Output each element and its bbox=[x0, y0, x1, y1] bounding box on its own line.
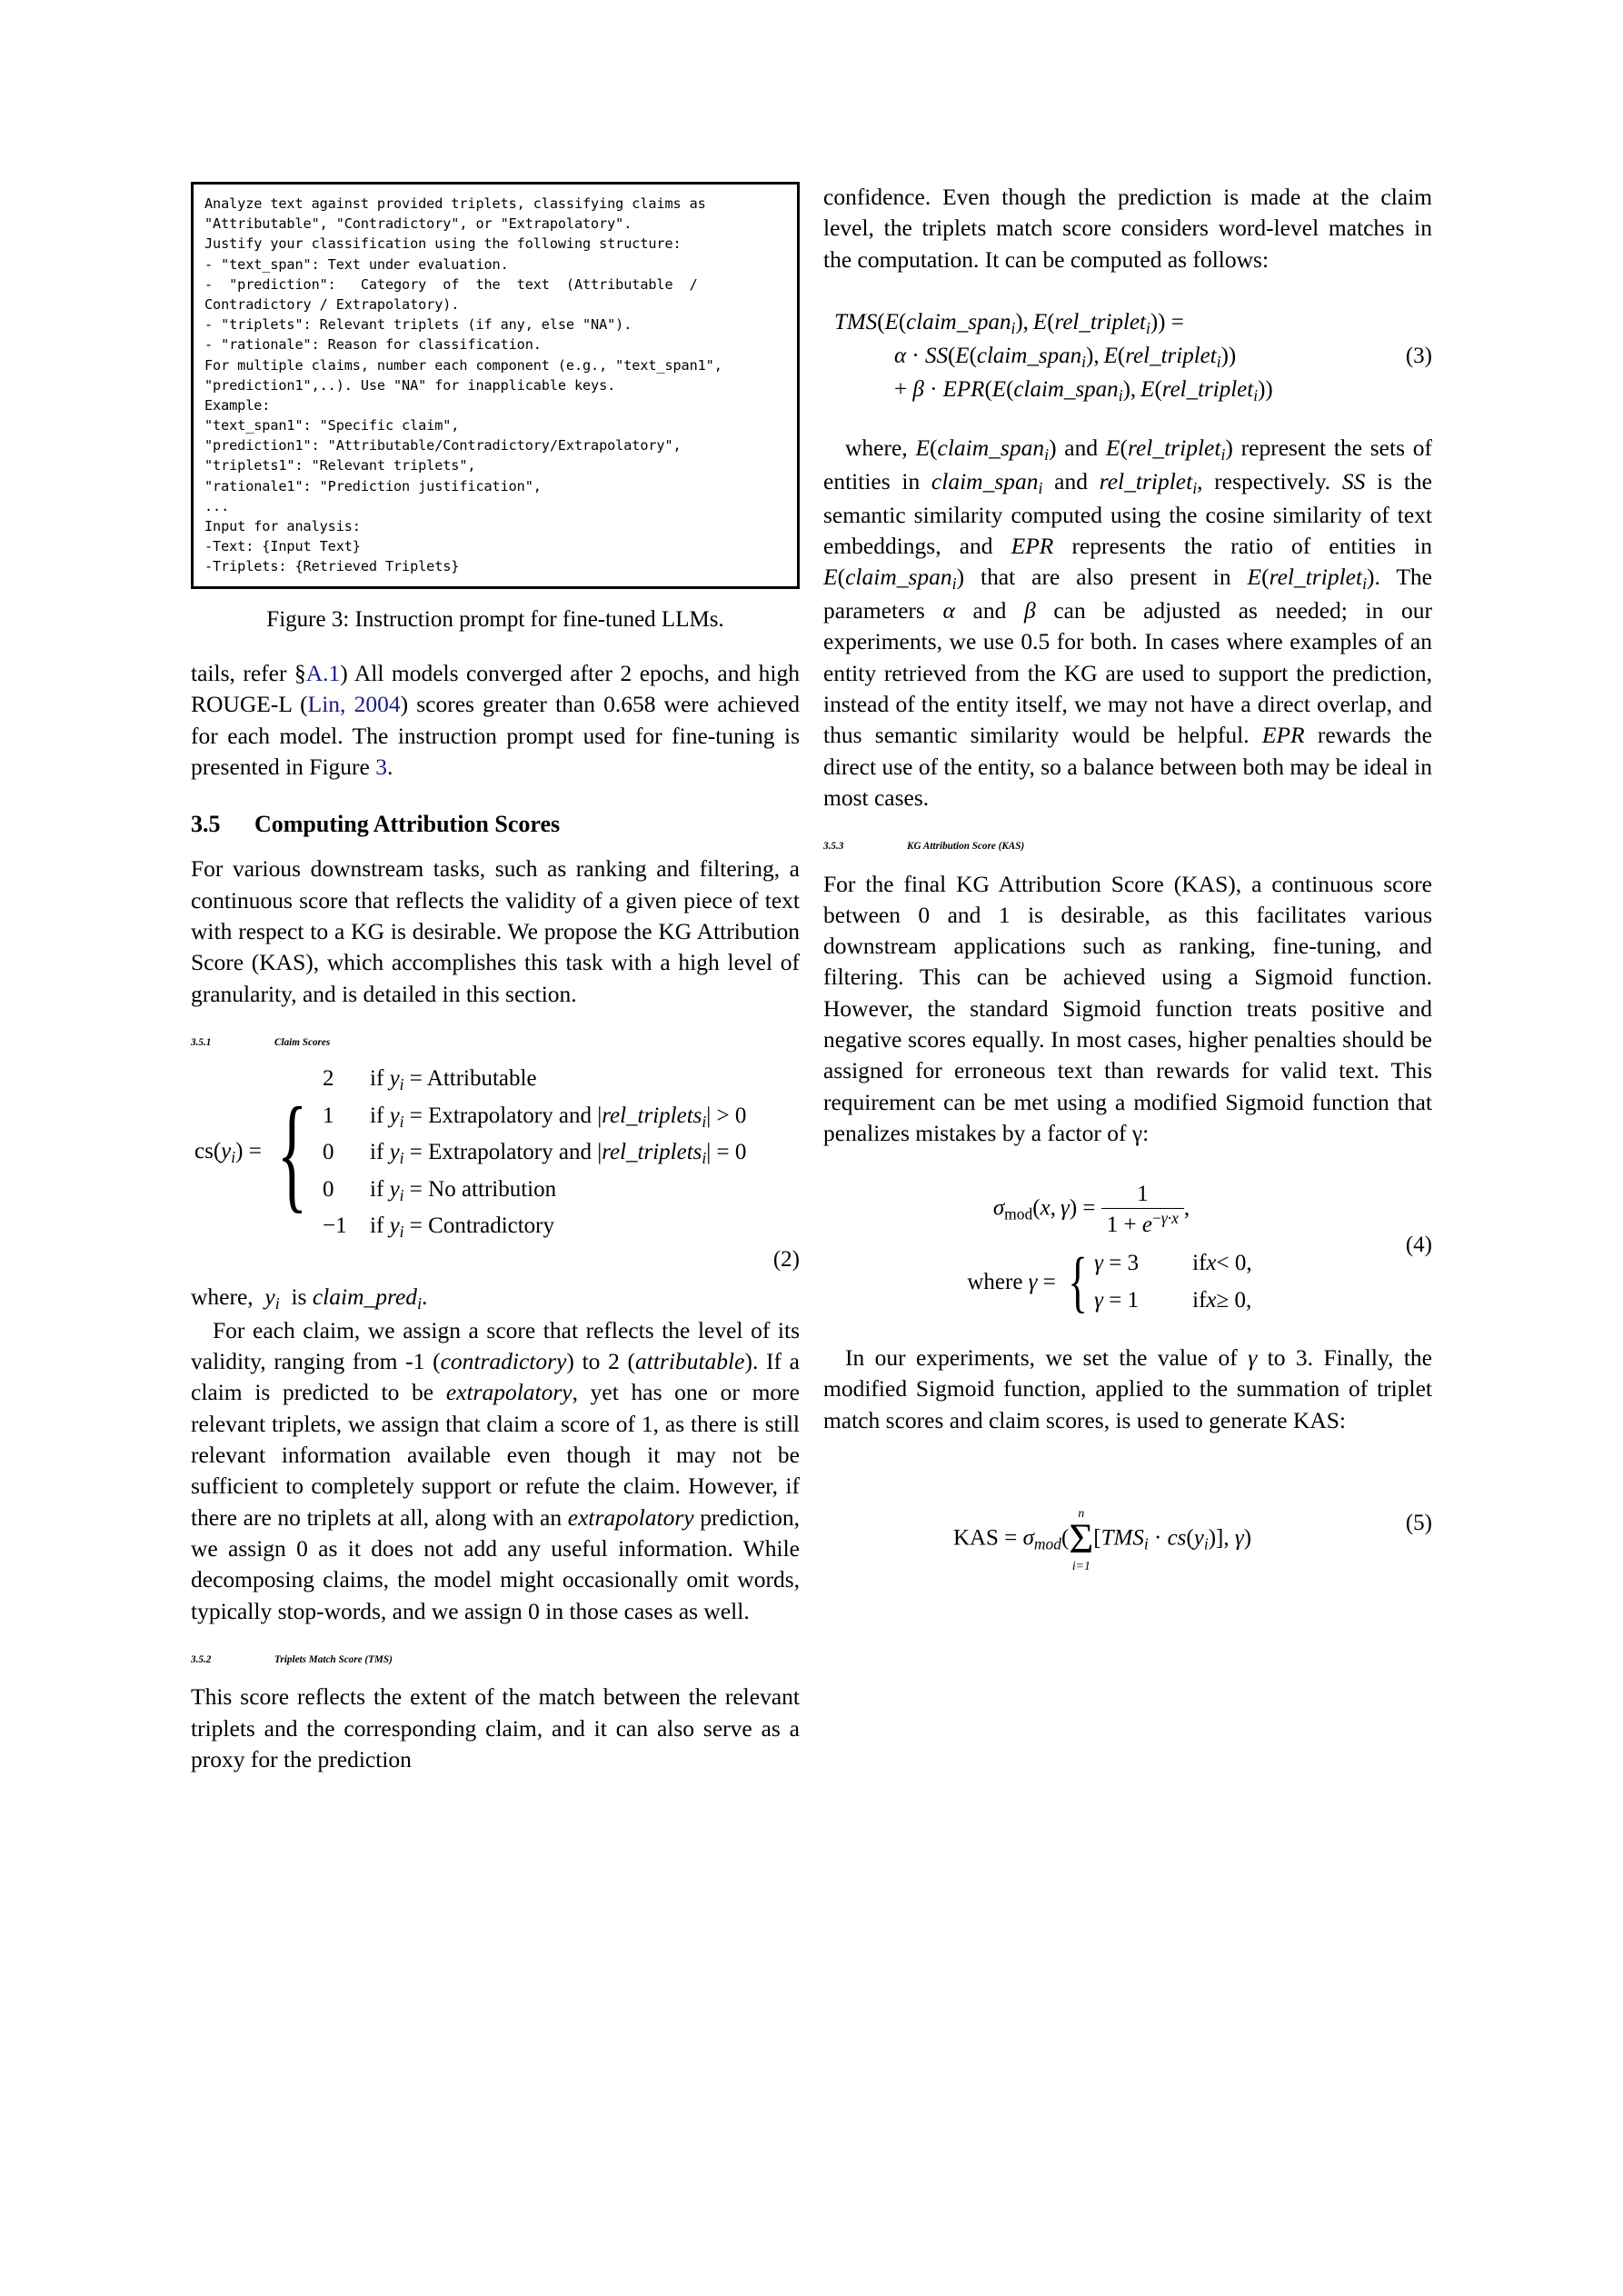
section-number: 3.5.3 bbox=[823, 841, 844, 853]
text-fragment: ) scores greater than 0.658 were achieved for each model. The instruction prompt used for fine-tuning is presented in Figure bbox=[191, 691, 800, 780]
section-heading-3-5-1 bbox=[191, 1037, 800, 1049]
equation-4-where-label: where bbox=[967, 1269, 1029, 1294]
paragraph-where-right: where, E(claim_span$_i$) and E(rel_triplet$_i$) represent the sets of entities in claim_span$_i$ and rel_triplet$_i$, respectively. SS is the semantic similarity computed using the cosine similarity of text embeddings, and EPR represents the ratio of entities in E(claim_span$_i$) that are also present in E(rel_triplet$_i$). The parameters α and β can be adjusted as needed; in our experiments, we use 0.5 for both. In cases where examples of an entity retrieved from the KG are used to support the prediction, instead of the entity itself, we may not have a direct overlap, and thus semantic similarity would be helpful. EPR rewards the direct use of the entity, so a balance between both may be ideal in most cases. bbox=[823, 434, 1433, 811]
prompt-line: "Attributable", "Contradictory", or "Extrapolatory". bbox=[204, 215, 632, 233]
where-line-2: where, $y_i$ is claim_pred$_i$. bbox=[191, 1283, 428, 1313]
text-fragment: . bbox=[387, 753, 393, 780]
case-row bbox=[323, 1172, 746, 1209]
prompt-line: Analyze text against provided triplets, classifying claims as bbox=[204, 195, 706, 212]
prompt-line: -Triplets: {Retrieved Triplets} bbox=[204, 558, 460, 575]
equation-2-lhs: $cs(y_i)$ = bbox=[194, 1139, 262, 1167]
case-row: γ = 1 if x ≥ 0, bbox=[1094, 1287, 1252, 1313]
prompt-line: For multiple claims, number each component (e.g., "text_span1", bbox=[204, 356, 722, 374]
paragraph-top-right: confidence. Even though the prediction is made at the claim level, the triplets match score considers word-level matches in the computation. It can be computed as follows: bbox=[823, 184, 1432, 273]
case-condition: if $y_i$ = Contradictory bbox=[370, 1213, 555, 1242]
section-3-5-2-body: This score reflects the extent of the match between the relevant triplets and the corresponding claim, and it can also serve as a proxy for the prediction bbox=[191, 1683, 800, 1772]
equation-2-cases bbox=[262, 1061, 747, 1245]
case-row: γ = 3 if x < 0, bbox=[1094, 1251, 1252, 1275]
prompt-line: "triplets1": "Relevant triplets", bbox=[204, 457, 476, 474]
sum-lower-limit: i=1 bbox=[1071, 1558, 1090, 1572]
prompt-line: - "triplets": Relevant triplets (if any, else "NA"). bbox=[204, 316, 632, 334]
left-column bbox=[191, 182, 800, 1775]
equation-number: (2) bbox=[772, 1246, 800, 1272]
text-fragment: For each claim, we assign a score that reflects the level of its validity, ranging from -1 (contradictory) to 2 (attributable). If a claim is predicted to be extrapolatory, yet has one or more relevant triplets, we assign that claim a score of 1, as there is still relevant information available even though it may not be sufficient to completely support or refute the claim. However, if there are no triplets at all, along with an extrapolatory prediction, we assign 0 as it does not add any useful information. While decomposing claims, the model might occasionally omit words, typically stop-words, and we assign 0 in those cases as well. bbox=[191, 1316, 801, 1624]
section-title: KG Attribution Score (KAS) bbox=[907, 841, 1025, 853]
citation-link-a1[interactable]: A.1 bbox=[305, 660, 341, 687]
prompt-line: "prediction1",..). Use "NA" for inapplicable keys. bbox=[204, 376, 616, 394]
equation-4-line-1: σmod(x, γ) = $\frac{1}{1 + e^{-\gamma\cdot x}}$ , bbox=[992, 1182, 1190, 1237]
equation-3-line-3: + β · EPR(E(claim_span$_i$), E(rel_triplet$_i$)) bbox=[894, 376, 1273, 404]
prompt-line: - "rationale": Reason for classification. bbox=[204, 336, 542, 354]
prompt-line: Example: bbox=[204, 396, 271, 414]
section-heading-3-5 bbox=[191, 810, 800, 838]
section-title: Triplets Match Score (TMS) bbox=[274, 1653, 393, 1665]
equation-3-line-1: TMS(E(claim_span$_i$), E(rel_triplet$_i$)) = bbox=[834, 309, 1184, 337]
section-3-5-body: For various downstream tasks, such as ranking and filtering, a continuous score that reflects the validity of a given piece of text with respect to a KG is desirable. We propose the KG Attribution Score (KAS), which accomplishes this task with a high level of granularity, and is detailed in this section. bbox=[191, 855, 800, 1007]
paragraph-final-right: In our experiments, we set the value of γ to 3. Finally, the modified Sigmoid function, applied to the summation of triplet match scores and claim scores, is used to generate KAS: bbox=[823, 1344, 1432, 1433]
case-row bbox=[323, 1098, 746, 1135]
section-number: 3.5.2 bbox=[191, 1653, 212, 1665]
equation-number: (3) bbox=[1405, 343, 1432, 368]
text-fragment: tails, refer § bbox=[191, 660, 306, 687]
prompt-line: Input for analysis: bbox=[204, 518, 361, 534]
sigmoid-fraction bbox=[1101, 1182, 1184, 1238]
equation-5-body: KAS = σmod( n Σ i=1 $[TMS_i \cdot cs(y_i)]$, γ) (5) bbox=[952, 1505, 1432, 1572]
fraction-denominator: $1 + e^{-\gamma\cdot x}$ bbox=[1101, 1208, 1184, 1238]
section-title: Computing Attribution Scores bbox=[254, 811, 561, 838]
right-column bbox=[823, 182, 1432, 1581]
equation-number: (4) bbox=[1405, 1233, 1432, 1257]
case-condition: if $y_i$ = Attributable bbox=[370, 1066, 537, 1094]
case-value: 2 bbox=[323, 1066, 334, 1092]
equation-3 bbox=[823, 310, 1432, 405]
prompt-line: "rationale1": "Prediction justification", bbox=[204, 477, 542, 494]
sum-upper-limit: n bbox=[1078, 1505, 1085, 1520]
figure-caption: Figure 3: Instruction prompt for fine-tuned LLMs. bbox=[266, 606, 724, 632]
paragraph-continued bbox=[191, 658, 800, 783]
section-heading-3-5-3 bbox=[823, 841, 1432, 853]
equation-4: σmod(x, γ) = $\frac{1}{1 + e^{-\gamma\cdot x}}$ , where γ = { γ = 3 if x < 0, γ = 1 if x ≥ 0, (4) bbox=[823, 1182, 1432, 1319]
equation-number: (5) bbox=[1405, 1510, 1432, 1535]
prompt-line: -Text: {Input Text} bbox=[204, 538, 361, 555]
case-row bbox=[323, 1134, 746, 1172]
prompt-line: - "text_span": Text under evaluation. bbox=[204, 255, 509, 273]
prompt-line: - "prediction": Category of the text (Attributable / bbox=[204, 275, 698, 293]
case-row bbox=[323, 1208, 746, 1245]
section-3-5-3-body: For the final KG Attribution Score (KAS), a continuous score between 0 and 1 is desirable, as this facilitates various downstream applications such as ranking, fine-tuning, and filtering. This can be achieved using a Sigmoid function. However, the standard Sigmoid function treats positive and negative scores equally. In most cases, higher penalties should be assigned for erroneous text than rewards for valid text. This requirement can be met using a modified Sigmoid function that penalizes mistakes by a factor of γ: bbox=[823, 870, 1432, 1146]
equation-3-line-2: α · SS(E(claim_span$_i$), E(rel_triplet$_i$)) (3) bbox=[894, 343, 1432, 371]
prompt-line: ... bbox=[204, 497, 230, 514]
prompt-line: Contradictory / Extrapolatory). bbox=[204, 295, 460, 313]
case-value: −1 bbox=[323, 1213, 347, 1239]
section-title: Claim Scores bbox=[274, 1036, 331, 1048]
case-value: 0 bbox=[323, 1140, 334, 1165]
section-number: 3.5 bbox=[191, 811, 221, 838]
case-condition: if $y_i$ = Extrapolatory and |rel_triplets$_i$| = 0 bbox=[370, 1140, 747, 1168]
section-heading-3-5-2 bbox=[191, 1654, 800, 1666]
case-condition: if $y_i$ = Extrapolatory and |rel_triplets$_i$| > 0 bbox=[370, 1103, 747, 1131]
section-number: 3.5.1 bbox=[191, 1036, 212, 1048]
citation-link-lin2004[interactable]: Lin, 2004 bbox=[307, 691, 401, 718]
left-brace: { bbox=[1068, 1244, 1088, 1320]
equation-4-cases bbox=[1061, 1245, 1252, 1319]
fraction-numerator: 1 bbox=[1137, 1182, 1149, 1207]
figure-ref-link[interactable]: 3 bbox=[375, 753, 387, 780]
summation-symbol: n Σ i=1 bbox=[1069, 1505, 1094, 1572]
section-3-5-1-body bbox=[191, 1315, 800, 1627]
prompt-line: Justify your classification using the following structure: bbox=[204, 235, 682, 253]
case-value: 0 bbox=[323, 1176, 334, 1202]
equation-2 bbox=[191, 1061, 800, 1273]
instruction-prompt-figure bbox=[191, 182, 800, 589]
equation-5 bbox=[823, 1507, 1432, 1572]
case-value: 1 bbox=[323, 1103, 334, 1128]
text-fragment: ) All models converged after 2 epochs, and high ROUGE-L ( bbox=[191, 660, 801, 718]
case-condition: if $y_i = No$ attribution bbox=[370, 1176, 557, 1204]
prompt-line: "prediction1": "Attributable/Contradictory/Extrapolatory", bbox=[204, 437, 682, 454]
left-brace: { bbox=[276, 1081, 308, 1225]
prompt-line: "text_span1": "Specific claim", bbox=[204, 417, 460, 434]
case-row bbox=[323, 1061, 746, 1098]
